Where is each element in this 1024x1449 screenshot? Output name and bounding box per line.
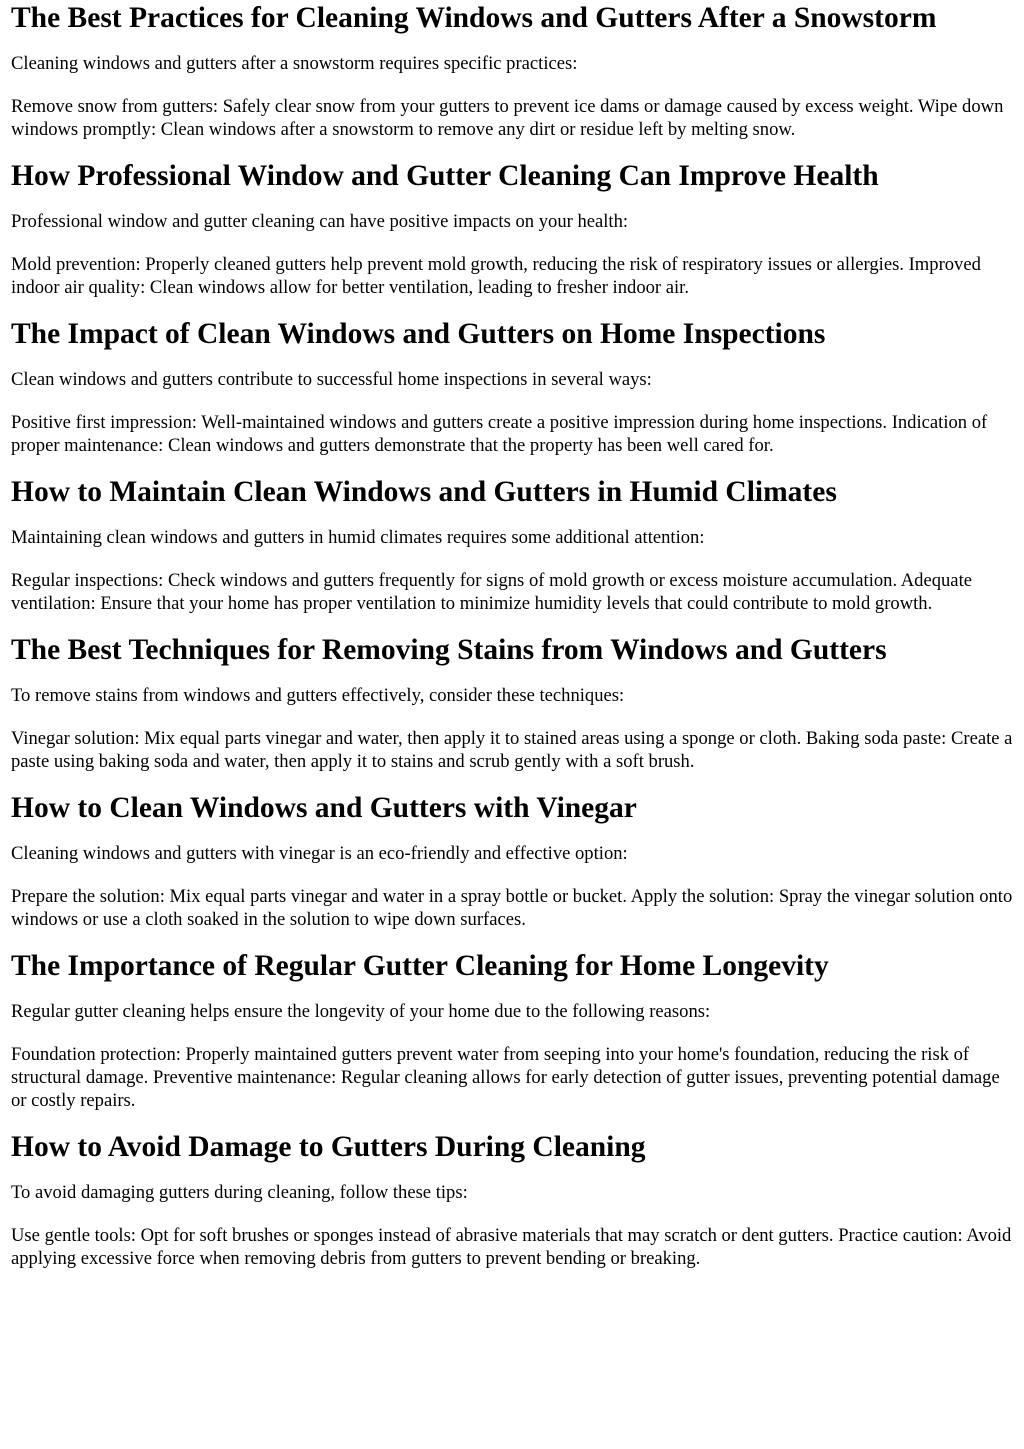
section-intro: Cleaning windows and gutters after a snowstorm requires specific practices: — [11, 53, 578, 74]
section-intro: To remove stains from windows and gutters effectively, consider these techniques: — [11, 685, 625, 706]
section-intro: Maintaining clean windows and gutters in humid climates requires some additional attention: — [11, 527, 705, 548]
section-details: Use gentle tools: Opt for soft brushes or sponges instead of abrasive materials that may scratch or dent gutters. Practice caution: Avoid applying excessive force when removing debris from gutters to prevent bending or breaking. — [11, 1225, 1012, 1269]
section-details: Positive first impression: Well-maintained windows and gutters create a positive impression during home inspections. Indication of proper maintenance: Clean windows and gutters demonstrate that the property has been well cared for. — [11, 412, 988, 456]
section-heading: The Importance of Regular Gutter Cleaning for Home Longevity — [11, 950, 829, 982]
article — [0, 1, 1024, 1270]
section-avoid-damage — [11, 1130, 1013, 1270]
section-heading: The Best Practices for Cleaning Windows and Gutters After a Snowstorm — [11, 2, 937, 34]
section-heading: How to Maintain Clean Windows and Gutters in Humid Climates — [11, 476, 837, 508]
section-removing-stains — [11, 633, 1013, 773]
section-heading: How to Clean Windows and Gutters with Vinegar — [11, 792, 637, 824]
section-details: Vinegar solution: Mix equal parts vinegar and water, then apply it to stained areas using a sponge or cloth. Baking soda paste: Create a paste using baking soda and water, then apply it to stains and scrub gently with a soft brush. — [11, 728, 1013, 772]
section-heading: The Impact of Clean Windows and Gutters on Home Inspections — [11, 318, 826, 350]
section-details: Remove snow from gutters: Safely clear snow from your gutters to prevent ice dams or damage caused by excess weight. Wipe down windows promptly: Clean windows after a snowstorm to remove any dirt or residue left by melting snow. — [11, 96, 1004, 140]
section-health — [11, 159, 1013, 299]
section-details: Foundation protection: Properly maintained gutters prevent water from seeping into your home's foundation, reducing the risk of structural damage. Preventive maintenance: Regular cleaning allows for early detection of gutter issues, preventing potential damage or costly repairs. — [11, 1044, 1000, 1111]
section-home-longevity — [11, 949, 1013, 1112]
section-intro: Cleaning windows and gutters with vinegar is an eco-friendly and effective option: — [11, 843, 628, 864]
section-humid-climates — [11, 475, 1013, 615]
section-intro: To avoid damaging gutters during cleaning, follow these tips: — [11, 1182, 468, 1203]
section-details: Mold prevention: Properly cleaned gutters help prevent mold growth, reducing the risk of respiratory issues or allergies. Improved indoor air quality: Clean windows allow for better ventilation, leading to fresher indoor air. — [11, 254, 981, 298]
section-intro: Professional window and gutter cleaning can have positive impacts on your health: — [11, 211, 629, 232]
section-snowstorm — [11, 1, 1013, 141]
section-intro: Regular gutter cleaning helps ensure the longevity of your home due to the following reasons: — [11, 1001, 711, 1022]
section-heading: How Professional Window and Gutter Cleaning Can Improve Health — [11, 160, 879, 192]
section-details: Prepare the solution: Mix equal parts vinegar and water in a spray bottle or bucket. Apply the solution: Spray the vinegar solution onto windows or use a cloth soaked in the solution to wipe down surfaces. — [11, 886, 1013, 930]
section-details: Regular inspections: Check windows and gutters frequently for signs of mold growth or excess moisture accumulation. Adequate ventilation: Ensure that your home has proper ventilation to minimize humidity levels that could contribute to mold growth. — [11, 570, 972, 614]
section-heading: The Best Techniques for Removing Stains from Windows and Gutters — [11, 634, 887, 666]
section-intro: Clean windows and gutters contribute to successful home inspections in several ways: — [11, 369, 652, 390]
section-home-inspections — [11, 317, 1013, 457]
section-heading: How to Avoid Damage to Gutters During Cleaning — [11, 1131, 646, 1163]
section-vinegar — [11, 791, 1013, 931]
